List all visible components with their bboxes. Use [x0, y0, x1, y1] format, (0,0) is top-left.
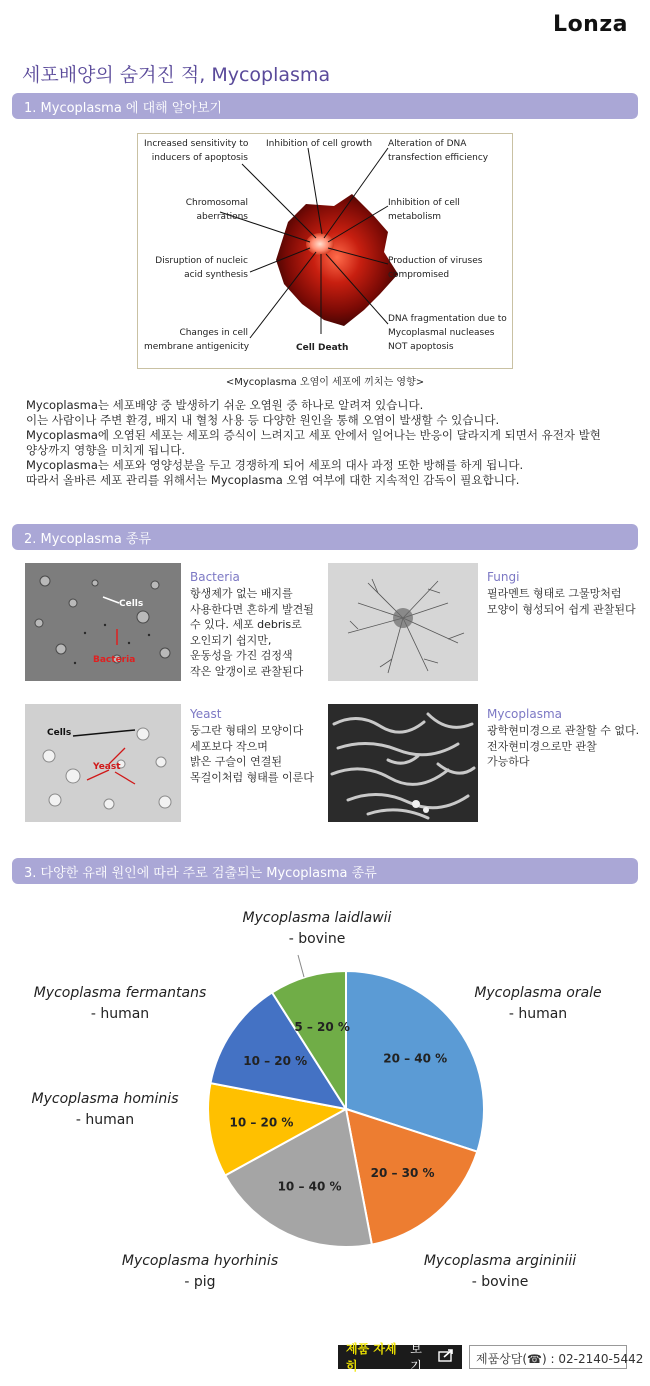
bacteria-micrograph	[25, 563, 181, 681]
pie-species-name: Mycoplasma hyorhinis	[121, 1253, 279, 1269]
yeast-description	[190, 723, 314, 785]
pie-source: - human	[75, 1112, 135, 1128]
effect-virus-production: Production of viruses compromised	[388, 256, 483, 280]
mycoplasma-description	[487, 723, 639, 770]
pie-slice-value-label: 5 – 20 %	[294, 1019, 350, 1034]
pie-label-orale	[448, 983, 628, 1025]
bacteria-label: Bacteria	[93, 655, 136, 665]
intro-line: 양상까지 영향을 미치게 됩니다.	[26, 443, 186, 457]
bacteria-cells-label: Cells	[119, 599, 144, 609]
mycoplasma-desc-line: 전자현미경으로만 관찰	[487, 739, 597, 753]
fungi-desc-line: 모양이 형성되어 쉽게 관찰된다	[487, 602, 636, 616]
fungi-description	[487, 586, 636, 617]
intro-line: Mycoplasma에 오염된 세포는 세포의 증식이 느려지고 세포 안에서 일어나는 반응이 달라지게 되면서 유전자 발현	[26, 428, 601, 442]
bacteria-desc-line: 작은 알갱이로 관찰된다	[190, 664, 304, 678]
pie-label-argininiii	[400, 1251, 600, 1293]
effect-growth-inhibition: Inhibition of cell growth	[266, 139, 373, 149]
pie-source: - pig	[184, 1274, 216, 1290]
fungi-desc-line: 필라멘트 형태로 그물망처럼	[487, 587, 622, 600]
bacteria-desc-line: 사용한다면 흔하게 발견될	[190, 602, 314, 616]
effect-cell-death: Cell Death	[296, 343, 349, 353]
fungi-title: Fungi	[487, 570, 520, 584]
pie-source: - bovine	[471, 1274, 529, 1290]
page-title: 세포배양의 숨겨진 적, Mycoplasma	[22, 64, 331, 86]
pie-species-name: Mycoplasma fermantans	[33, 985, 207, 1001]
diagram-caption: <Mycoplasma 오염이 세포에 끼치는 영향>	[225, 377, 425, 388]
section-2-header: 2. Mycoplasma 종류	[12, 524, 638, 550]
pie-label-laidlawii	[222, 908, 412, 950]
lonza-logo[interactable]: Lonza	[553, 12, 628, 37]
mycoplasma-source-pie-chart	[0, 905, 650, 1305]
intro-line: Mycoplasma는 세포배양 중 발생하기 쉬운 오염원 중 하나로 알려져 있습니다.	[26, 398, 424, 412]
mycoplasma-desc-line: 광학현미경으로 관찰할 수 없다.	[487, 724, 640, 737]
effect-nucleic-acid-disruption: Disruption of nucleic acid synthesis	[155, 256, 248, 280]
pie-label-fermantans	[20, 983, 220, 1025]
pie-source: - human	[90, 1006, 150, 1022]
mycoplasma-micrograph	[328, 704, 478, 822]
contact-phone[interactable]: 제품상담(☎) : 02-2140-5442	[469, 1345, 627, 1369]
section-3-header: 3. 다양한 유래 원인에 따라 주로 검출되는 Mycoplasma 종류	[12, 858, 638, 884]
bacteria-desc-line: 항생제가 없는 배지를	[190, 587, 293, 600]
pie-source: - bovine	[288, 931, 346, 947]
mycoplasma-effects-diagram	[137, 133, 513, 369]
mycoplasma-title: Mycoplasma	[487, 707, 562, 721]
section-1-header: 1. Mycoplasma 에 대해 알아보기	[12, 93, 638, 119]
detail-button-label: 보기	[410, 1342, 422, 1373]
mycoplasma-desc-line: 가능하다	[487, 755, 530, 768]
effect-dna-fragmentation: DNA fragmentation due to Mycoplasmal nucleases NOT apoptosis	[388, 314, 507, 352]
effect-apoptosis-sensitivity: Increased sensitivity to inducers of apoptosis	[144, 139, 249, 163]
effect-dna-transfection: Alteration of DNA transfection efficiency	[388, 139, 489, 163]
pie-label-hominis	[10, 1089, 200, 1131]
effect-metabolism-inhibition: Inhibition of cell metabolism	[388, 198, 460, 222]
yeast-label: Yeast	[93, 762, 121, 772]
cell-body	[276, 194, 398, 326]
yeast-title: Yeast	[190, 707, 222, 721]
pie-slice-value-label: 10 – 20 %	[229, 1115, 294, 1130]
bacteria-desc-line: 오인되기 쉽지만,	[190, 633, 272, 647]
pie-species-name: Mycoplasma argininiii	[423, 1253, 577, 1269]
pie-source: - human	[508, 1006, 568, 1022]
pie-slice-value-label: 20 – 30 %	[370, 1166, 435, 1181]
cell-nucleus	[306, 233, 334, 255]
external-link-icon	[438, 1349, 454, 1365]
pie-slice-value-label: 20 – 40 %	[383, 1051, 448, 1066]
pie-species-name: Mycoplasma orale	[474, 985, 602, 1001]
bacteria-desc-line: 수 있다. 세포 debris로	[190, 618, 302, 631]
yeast-desc-line: 둥그란 형태의 모양이다	[190, 724, 304, 737]
intro-line: 이는 사람이나 주변 환경, 배지 내 혈청 사용 등 다양한 원인을 통해 오염이 발생할 수 있습니다.	[26, 413, 500, 427]
pie-species-name: Mycoplasma hominis	[31, 1091, 179, 1107]
pie-slice-value-label: 10 – 20 %	[243, 1053, 308, 1068]
detail-button-highlight: 제품 자세히	[346, 1342, 397, 1373]
pie-slice-value-label: 10 – 40 %	[277, 1179, 342, 1194]
product-detail-button[interactable]	[338, 1342, 462, 1373]
pie-leader-line	[298, 955, 304, 977]
yeast-cells-label: Cells	[47, 728, 72, 738]
intro-paragraph	[26, 398, 626, 488]
yeast-desc-line: 밝은 구슬이 연결된	[190, 755, 283, 768]
pie-species-name: Mycoplasma laidlawii	[242, 910, 392, 926]
effect-chromosomal-aberrations: Chromosomal aberrations	[185, 198, 248, 222]
yeast-micrograph	[25, 704, 181, 822]
yeast-desc-line: 세포보다 작으며	[190, 739, 268, 753]
yeast-desc-line: 목걸이처럼 형태를 이룬다	[190, 770, 314, 784]
intro-line: 따라서 올바른 세포 관리를 위해서는 Mycoplasma 오염 여부에 대한 지속적인 감독이 필요합니다.	[26, 473, 520, 487]
bacteria-title: Bacteria	[190, 570, 240, 584]
pie-label-hyorhinis	[100, 1251, 300, 1293]
effect-membrane-antigenicity: Changes in cell membrane antigenicity	[144, 328, 250, 352]
fungi-micrograph	[328, 563, 478, 681]
bacteria-desc-line: 운동성을 가진 검정색	[190, 649, 293, 662]
bacteria-description	[190, 586, 314, 679]
intro-line: Mycoplasma는 세포와 영양성분을 두고 경쟁하게 되어 세포의 대사 과정 또한 방해를 하게 됩니다.	[26, 458, 524, 472]
